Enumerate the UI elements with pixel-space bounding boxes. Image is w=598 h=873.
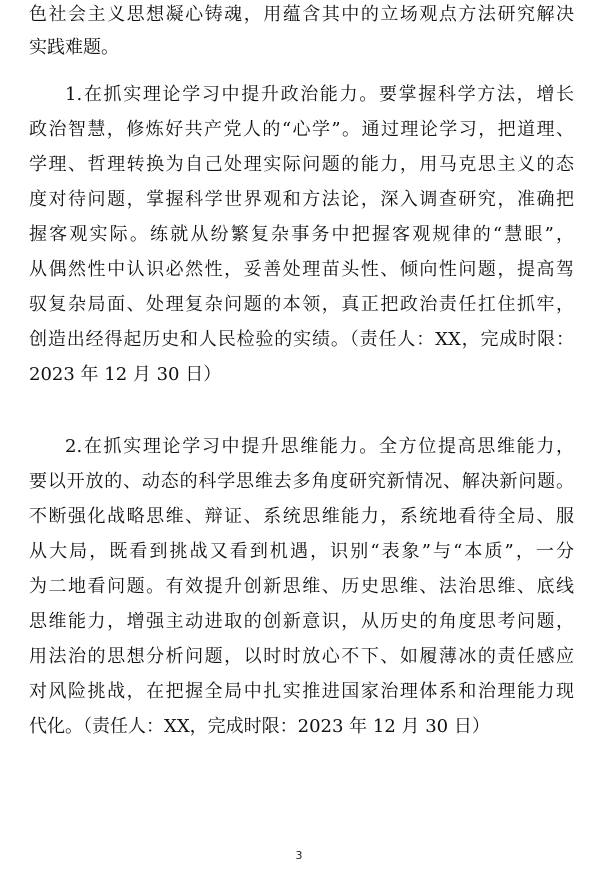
page-number: 3 xyxy=(295,849,303,862)
section2-line: 思维能力，增强主动进取的创新意识，从历史的角度思考问题， xyxy=(29,611,574,632)
section1-line: 创造出经得起历史和人民检验的实绩。（责任人：XX，完成时限： xyxy=(29,329,574,350)
section1-line: 学理、哲理转换为自己处理实际问题的能力，用马克思主义的态 xyxy=(29,154,574,175)
section2-line: 要以开放的、动态的科学思维去多角度研究新情况、解决新问题。 xyxy=(29,471,574,492)
section1-line: 从偶然性中认识必然性，妥善处理苗头性、倾向性问题，提高驾 xyxy=(29,259,574,280)
section2-heading-line: 2.在抓实理论学习中提升思维能力。全方位提高思维能力， xyxy=(65,436,574,457)
section2-line: 用法治的思想分析问题，以时时放心不下、如履薄冰的责任感应 xyxy=(29,646,574,667)
section2-line: 为二地看问题。有效提升创新思维、历史思维、法治思维、底线 xyxy=(29,576,574,597)
section1-line: 握客观实际。练就从纷繁复杂事务中把握客观规律的“慧眼”， xyxy=(29,224,574,245)
section2-line: 不断强化战略思维、辩证、系统思维能力，系统地看待全局、服 xyxy=(29,506,574,527)
intro-line: 实践难题。 xyxy=(29,37,119,58)
section2-line: 对风险挑战，在把握全局中扎实推进国家治理体系和治理能力现 xyxy=(29,681,574,702)
section1-line: 政治智慧，修炼好共产党人的“心学”。通过理论学习，把道理、 xyxy=(29,119,574,140)
section1-heading-line: 1.在抓实理论学习中提升政治能力。要掌握科学方法，增长 xyxy=(65,84,574,105)
section1-line: 驭复杂局面、处理复杂问题的本领，真正把政治责任扛住抓牢， xyxy=(29,294,574,315)
section1-line: 2023 年 12 月 30 日） xyxy=(29,364,222,385)
intro-line: 色社会主义思想凝心铸魂，用蕴含其中的立场观点方法研究解决 xyxy=(29,4,574,25)
section2-line: 代化。（责任人：XX，完成时限：2023 年 12 月 30 日） xyxy=(29,716,490,737)
section1-line: 度对待问题，掌握科学世界观和方法论，深入调查研究，准确把 xyxy=(29,189,574,210)
section2-line: 从大局，既看到挑战又看到机遇，识别“表象”与“本质”，一分 xyxy=(29,541,574,562)
